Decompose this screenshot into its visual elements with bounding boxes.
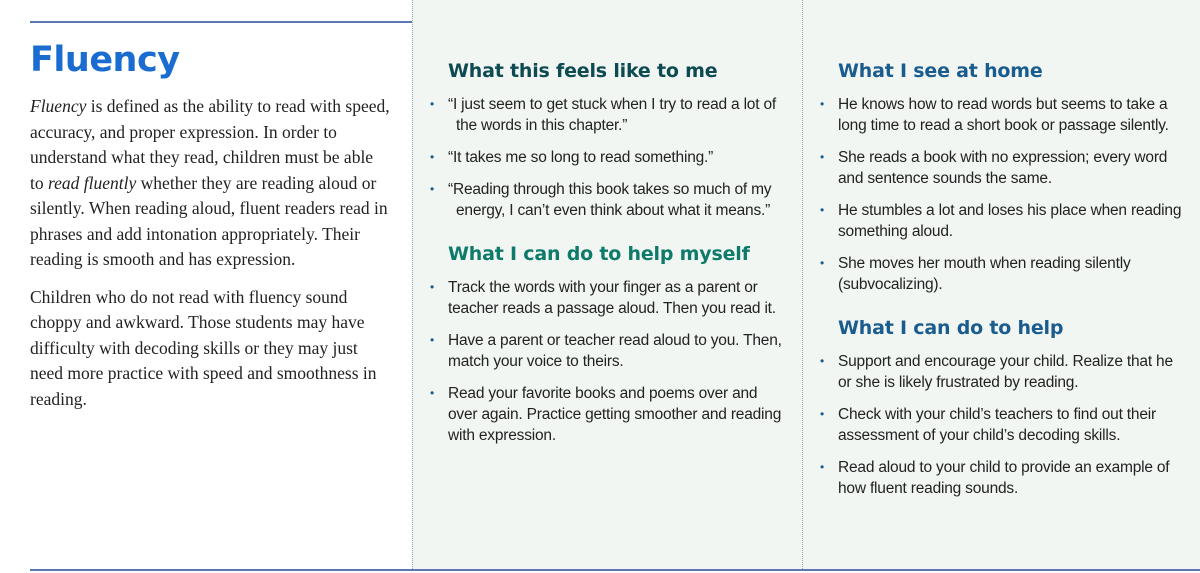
definition-paragraph bbox=[30, 94, 390, 273]
list-item bbox=[820, 404, 1190, 446]
list-item-text: Read aloud to your child to provide an example of how fluent reading sounds. bbox=[838, 459, 1170, 497]
bullet-icon: • bbox=[430, 333, 435, 347]
list-item bbox=[820, 253, 1190, 295]
fluency-term: Fluency bbox=[30, 96, 87, 116]
intro-column bbox=[30, 40, 390, 424]
bullet-icon: • bbox=[820, 97, 825, 111]
list-item bbox=[820, 457, 1190, 499]
definition-text-end: whether they are reading aloud or silently. When reading aloud, fluent readers read in phrases and add intonation appropriately. Their reading is smooth and has expression. bbox=[30, 172, 388, 269]
list-item bbox=[430, 147, 790, 168]
list-item-text: He knows how to read words but seems to take a long time to read a short book or passage silently. bbox=[838, 96, 1169, 134]
bottom-rule bbox=[30, 569, 1200, 571]
list-item-text: She reads a book with no expression; every word and sentence sounds the same. bbox=[838, 149, 1168, 187]
list-item-text: Track the words with your finger as a parent or teacher reads a passage aloud. Then you read it. bbox=[448, 279, 776, 317]
bullet-icon: • bbox=[820, 256, 825, 270]
see-home-list bbox=[820, 94, 1190, 295]
list-item-text: Support and encourage your child. Realize that he or she is likely frustrated by reading. bbox=[838, 353, 1173, 391]
explanation-paragraph: Children who do not read with fluency sound choppy and awkward. Those students may have difficulty with decoding skills or they may just need more practice with speed and smoothness in reading. bbox=[30, 286, 377, 409]
list-item bbox=[820, 147, 1190, 189]
list-item-text: “It takes me so long to read something.” bbox=[448, 149, 714, 166]
bullet-icon: • bbox=[430, 386, 435, 400]
bullet-icon: • bbox=[820, 354, 825, 368]
list-item-text: Check with your child’s teachers to find out their assessment of your child’s decoding skills. bbox=[838, 406, 1156, 444]
can-help-list bbox=[820, 351, 1190, 499]
list-item-text: “Reading through this book takes so much of my energy, I can’t even think about what it means.” bbox=[448, 181, 772, 219]
bullet-icon: • bbox=[430, 182, 435, 196]
help-myself-list bbox=[430, 277, 790, 446]
feels-heading: What this feels like to me bbox=[448, 60, 718, 82]
list-item-text: He stumbles a lot and loses his place when reading something aloud. bbox=[838, 202, 1182, 240]
list-item bbox=[430, 277, 790, 319]
column-divider-left bbox=[412, 0, 413, 569]
parent-column bbox=[820, 60, 1190, 521]
definition-text: is defined as the ability to read with speed, accuracy, and proper expression. In order to understand what they read, children must be able to bbox=[30, 96, 390, 193]
list-item bbox=[820, 200, 1190, 242]
list-item bbox=[430, 94, 790, 136]
bullet-icon: • bbox=[820, 150, 825, 164]
see-home-heading: What I see at home bbox=[838, 60, 1043, 82]
bullet-icon: • bbox=[430, 150, 435, 164]
read-fluently-term: read fluently bbox=[48, 172, 137, 193]
bullet-icon: • bbox=[430, 280, 435, 294]
list-item bbox=[430, 383, 790, 446]
page-title: Fluency bbox=[30, 40, 180, 80]
can-help-heading: What I can do to help bbox=[838, 317, 1064, 339]
help-myself-heading: What I can do to help myself bbox=[448, 243, 750, 265]
list-item bbox=[820, 94, 1190, 136]
list-item bbox=[430, 179, 790, 221]
list-item-text: “I just seem to get stuck when I try to read a lot of the words in this chapter.” bbox=[448, 96, 776, 134]
bullet-icon: • bbox=[430, 97, 435, 111]
bullet-icon: • bbox=[820, 407, 825, 421]
bullet-icon: • bbox=[820, 460, 825, 474]
list-item-text: Read your favorite books and poems over and over again. Practice getting smoother and reading with expression. bbox=[448, 385, 782, 444]
list-item-text: She moves her mouth when reading silently (subvocalizing). bbox=[838, 255, 1131, 293]
student-column bbox=[430, 60, 790, 468]
column-divider-right bbox=[802, 0, 803, 569]
list-item bbox=[430, 330, 790, 372]
feels-list bbox=[430, 94, 790, 221]
bullet-icon: • bbox=[820, 203, 825, 217]
list-item bbox=[820, 351, 1190, 393]
list-item-text: Have a parent or teacher read aloud to you. Then, match your voice to theirs. bbox=[448, 332, 782, 370]
